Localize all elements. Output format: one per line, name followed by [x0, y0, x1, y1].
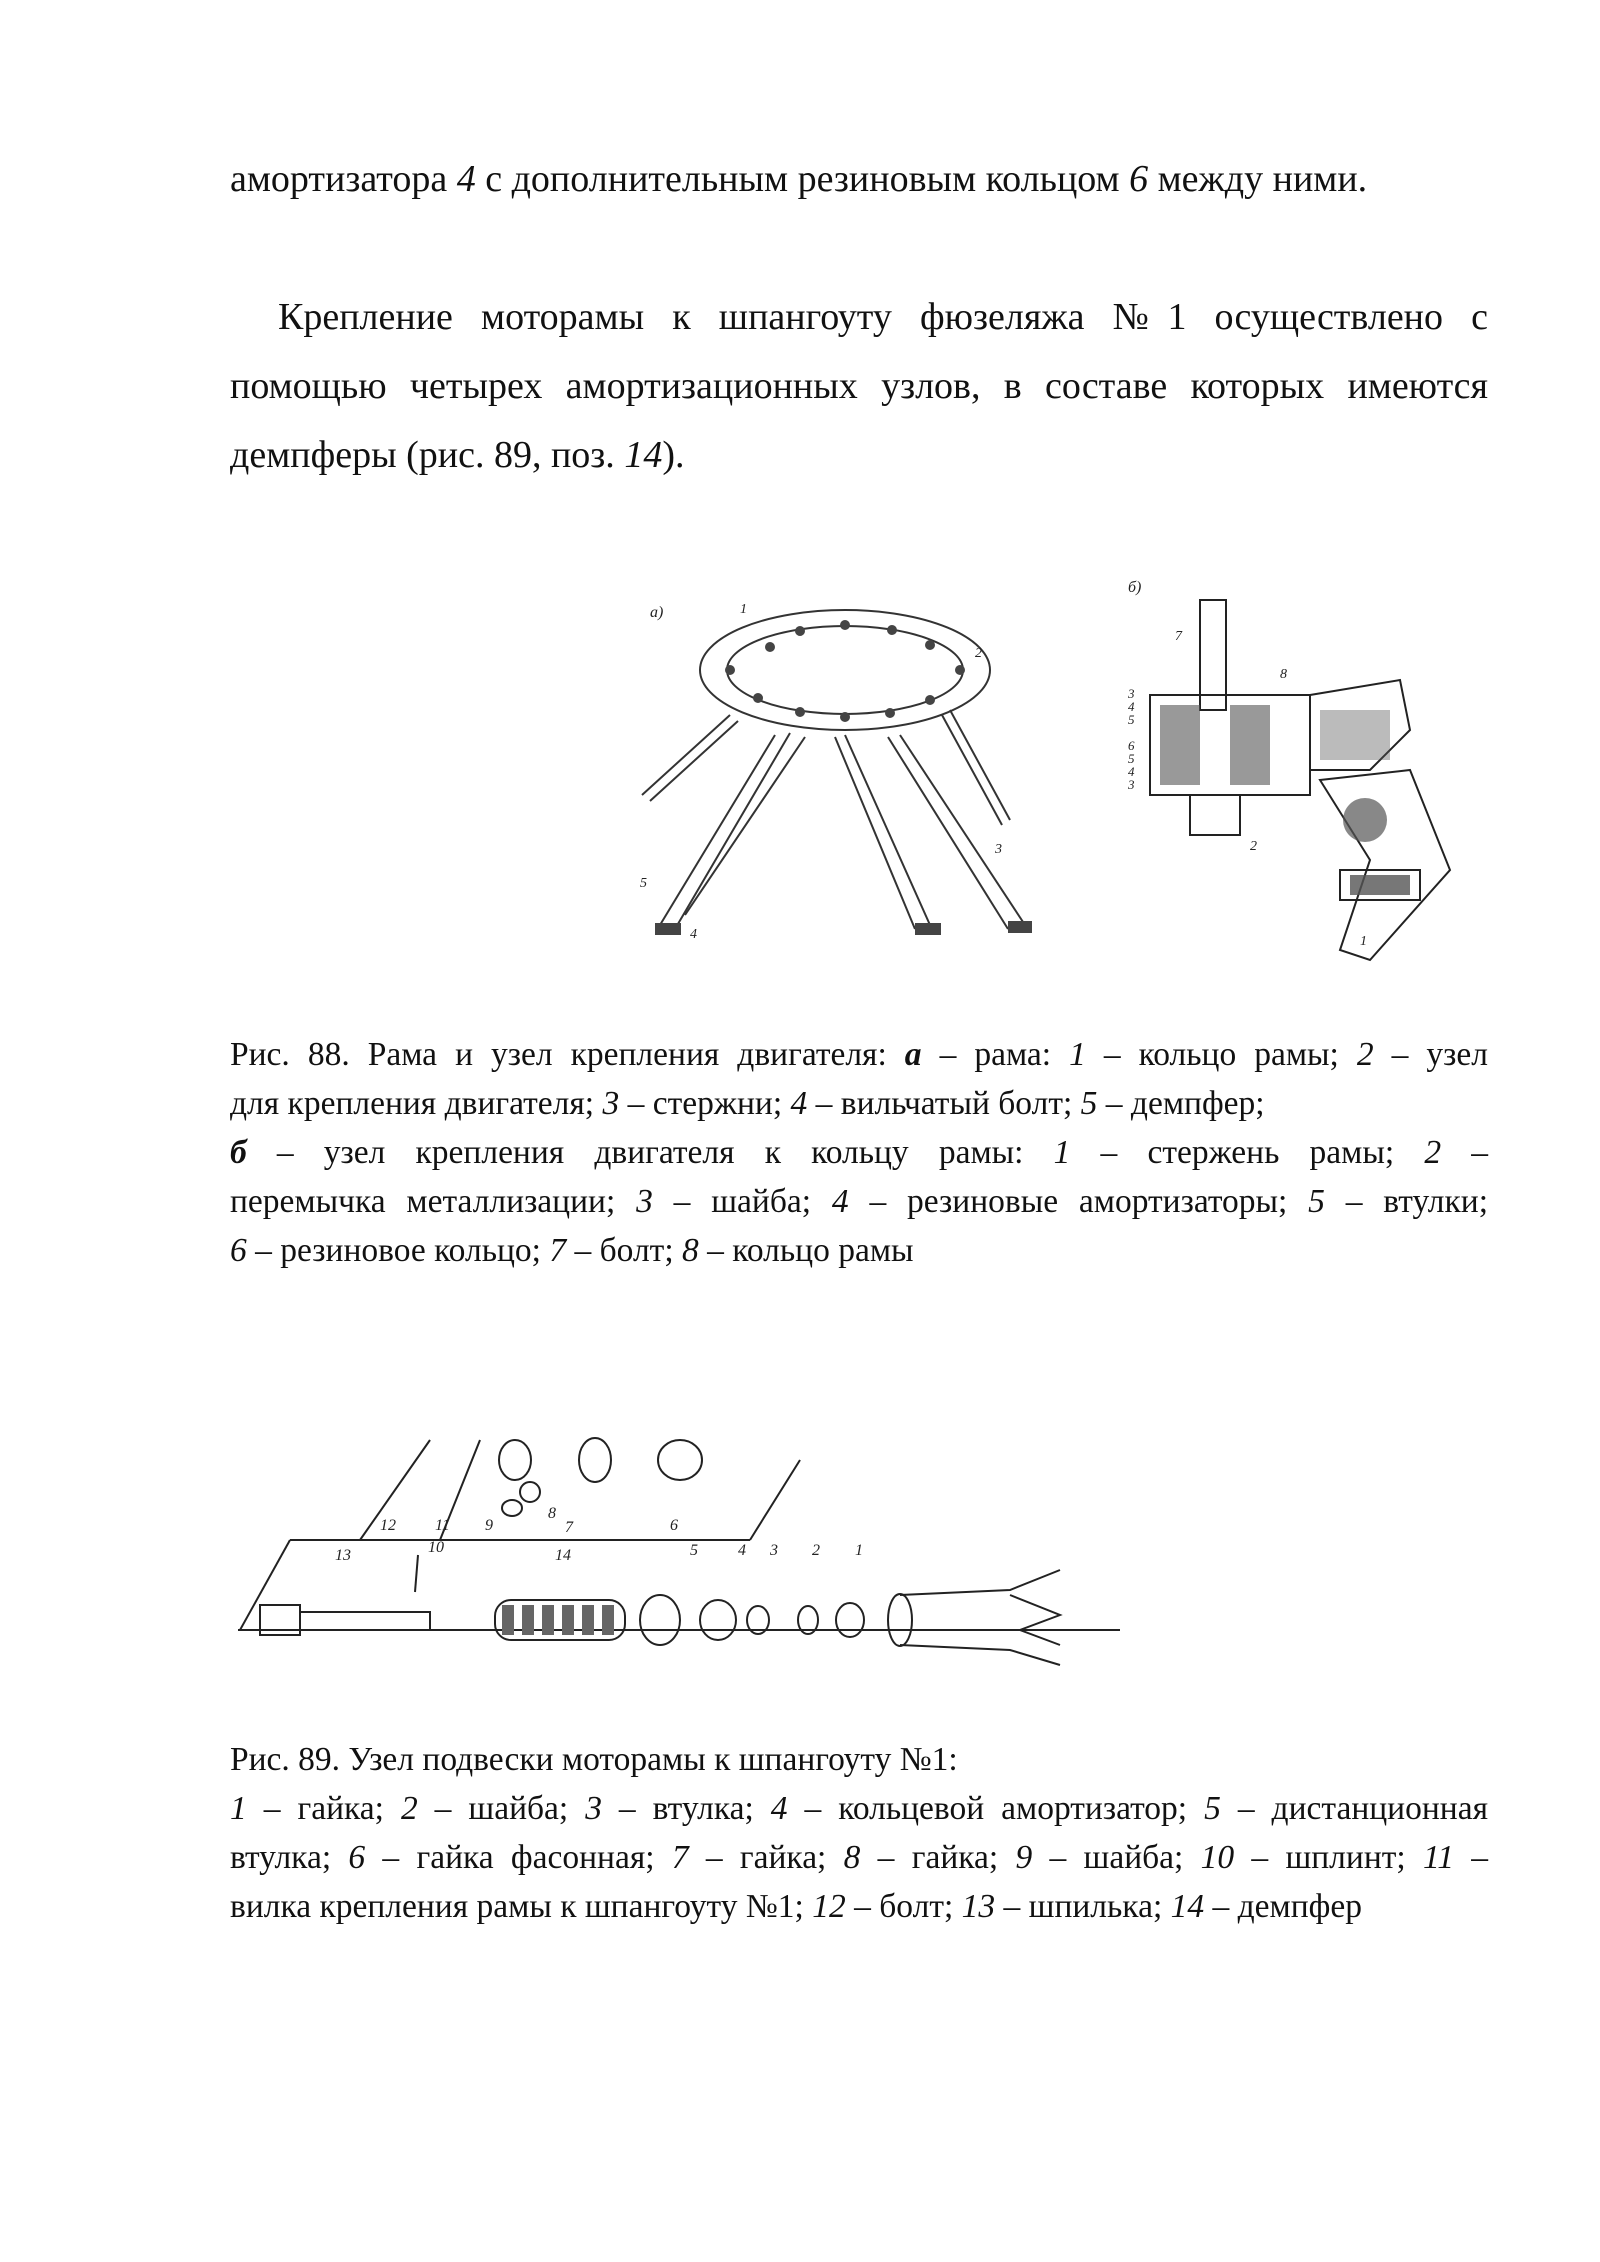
figure-89-label: 2 [812, 1542, 820, 1559]
figure-88-caption [230, 1030, 1488, 1275]
figure-89-caption-line-2: втулка; 6 – гайка фасонная; 7 – гайка; 8 – гайка; 9 – шайба; 10 – шплинт; 11 – [230, 1839, 1489, 1876]
figure-89-label: 11 [435, 1517, 450, 1534]
figure-88b-label: 3 [1128, 686, 1135, 701]
figure-89-label: 5 [690, 1542, 698, 1559]
figure-88b-label: 7 [1175, 629, 1182, 644]
body-paragraph-2: Крепление моторамы к шпангоуту фюзеляжа №1 осуществлено с помощью четырех амортизационных узлов, в составе которых имеются демпферы (рис. 89, поз. 14). [230, 296, 1488, 476]
figure-89-label: 6 [670, 1517, 678, 1534]
figure-89-label: 13 [335, 1547, 351, 1564]
figure-88a-label: 1 [740, 602, 747, 617]
body-paragraph-1: амортизатора 4 с дополнительным резиновым кольцом 6 между ними. [230, 158, 1368, 200]
figure-89-label: 10 [428, 1539, 444, 1556]
figure-89-label: 7 [565, 1519, 573, 1536]
figure-88-caption-line-5: 6 – резиновое кольцо; 7 – болт; 8 – кольцо рамы [230, 1232, 914, 1269]
figure-88a-frame-drawing [630, 595, 1050, 965]
figure-88b-label: 1 [1360, 934, 1367, 949]
figure-88b-label: 4 [1128, 699, 1135, 714]
figure-88b-label: 5 [1128, 751, 1135, 766]
figure-89-caption-title: Рис. 89. Узел подвески моторамы к шпангоуту №1: [230, 1741, 958, 1778]
figure-88b-label: 2 [1250, 839, 1257, 854]
figure-88a-label: 3 [995, 842, 1002, 857]
figure-89-label: 12 [380, 1517, 396, 1534]
figure-88-caption-line-2: для крепления двигателя; 3 – стержни; 4 – вильчатый болт; 5 – демпфер; [230, 1085, 1265, 1122]
figure-88b-node-section-drawing [1120, 570, 1510, 980]
figure-88b-letter: б) [1128, 579, 1142, 596]
figure-89-label: 14 [555, 1547, 571, 1564]
figure-89-label: 9 [485, 1517, 493, 1534]
figure-89-caption-line-1: 1 – гайка; 2 – шайба; 3 – втулка; 4 – кольцевой амортизатор; 5 – дистанционная [230, 1790, 1488, 1827]
figure-88a-label: 4 [690, 927, 697, 942]
figure-89-label: 1 [855, 1542, 863, 1559]
figure-88a-label: 2 [975, 646, 982, 661]
figure-88b-label: 5 [1128, 712, 1135, 727]
figure-89-caption [230, 1735, 1488, 1931]
figure-88b-label: 6 [1128, 738, 1135, 753]
figure-89-caption-line-3: вилка крепления рамы к шпангоуту №1; 12 – болт; 13 – шпилька; 14 – демпфер [230, 1888, 1362, 1925]
figure-88-caption-line-4: перемычка металлизации; 3 – шайба; 4 – резиновые амортизаторы; 5 – втулки; [230, 1183, 1488, 1220]
figure-88-caption-line-1: Рис. 88. Рама и узел крепления двигателя: а – рама: 1 – кольцо рамы; 2 – узел [230, 1036, 1488, 1073]
figure-89-damper-assembly-drawing [230, 1430, 1130, 1670]
figure-88a-label: 5 [640, 876, 647, 891]
figure-88b-label: 8 [1280, 667, 1287, 682]
figure-88-caption-line-3: б – узел крепления двигателя к кольцу рамы: 1 – стержень рамы; 2 – [230, 1134, 1489, 1171]
figure-88a-letter: а) [650, 604, 664, 621]
figure-88b-label: 3 [1128, 777, 1135, 792]
figure-89-label: 3 [770, 1542, 778, 1559]
figure-89-label: 4 [738, 1542, 746, 1559]
figure-88b-label: 4 [1128, 764, 1135, 779]
figure-89-label: 8 [548, 1505, 556, 1522]
